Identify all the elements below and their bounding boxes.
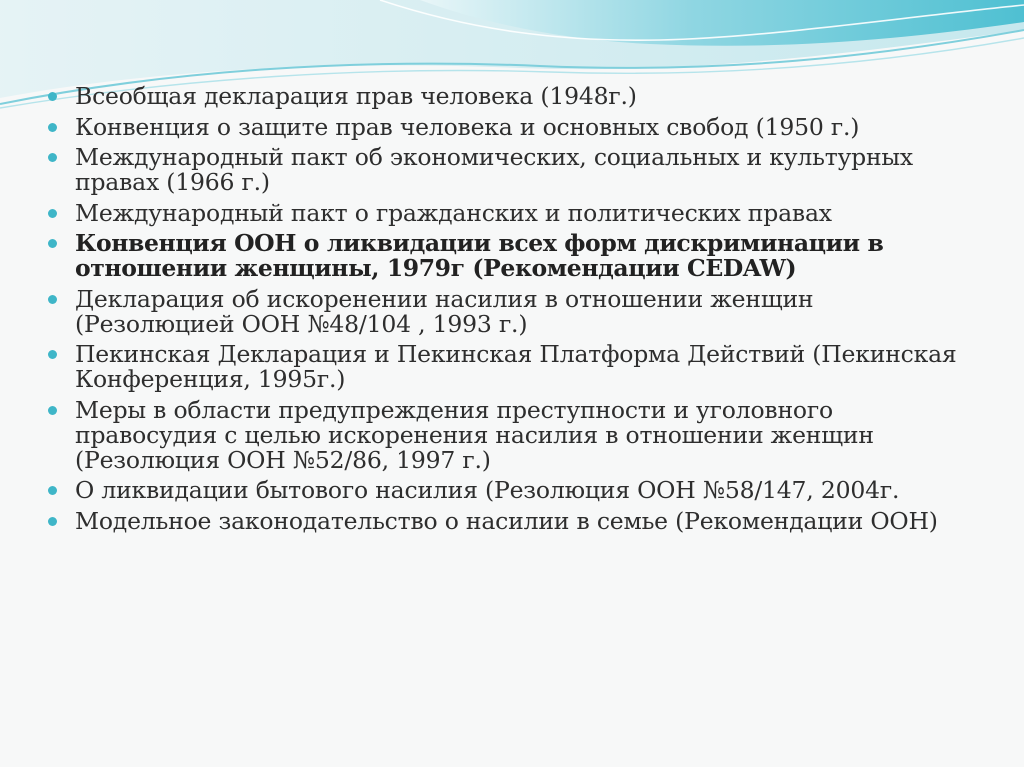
list-item-text: Конвенция ООН о ликвидации всех форм дискриминации в отношении женщины, 1979г (Рекомендации CEDAW) xyxy=(75,229,884,282)
list-item xyxy=(48,84,978,109)
bullet-icon xyxy=(48,295,57,304)
bullet-icon xyxy=(48,123,57,132)
list-item xyxy=(48,478,978,503)
list-item xyxy=(48,342,978,392)
bullet-icon xyxy=(48,350,57,359)
bullet-icon xyxy=(48,517,57,526)
list-item-text: Пекинская Декларация и Пекинская Платформа Действий (Пекинская Конференция, 1995г.) xyxy=(75,340,957,393)
list-item xyxy=(48,506,978,535)
bullet-icon xyxy=(48,239,57,248)
list-item xyxy=(48,284,978,338)
list-item-text: Международный пакт о гражданских и политических правах xyxy=(75,198,832,227)
list-item-text: Конвенция о защите прав человека и основных свобод (1950 г.) xyxy=(75,112,860,141)
list-item xyxy=(48,395,978,474)
list-item-text: Меры в области предупреждения преступности и уголовного правосудия с целью искоренения насилия в отношении женщин (Резолюция ООН №52/86, 1997 г.) xyxy=(75,395,874,474)
bullet-icon xyxy=(48,153,57,162)
list-item-text: Международный пакт об экономических, социальных и культурных правах (1966 г.) xyxy=(75,143,913,196)
bullet-icon xyxy=(48,209,57,218)
bullet-list xyxy=(48,84,978,539)
list-item-text: Модельное законодательство о насилии в семье (Рекомендации ООН) xyxy=(75,506,938,535)
list-item xyxy=(48,145,978,195)
bullet-icon xyxy=(48,406,57,415)
list-item-text: О ликвидации бытового насилия (Резолюция ООН №58/147, 2004г. xyxy=(75,476,900,504)
list-item xyxy=(48,112,978,141)
list-item xyxy=(48,231,978,281)
bullet-icon xyxy=(48,92,57,101)
list-item xyxy=(48,198,978,227)
bullet-icon xyxy=(48,486,57,495)
list-item-text: Всеобщая декларация прав человека (1948г.) xyxy=(75,82,637,110)
list-item-text: Декларация об искоренении насилия в отношении женщин (Резолюцией ООН №48/104 , 1993 г.) xyxy=(75,284,814,338)
